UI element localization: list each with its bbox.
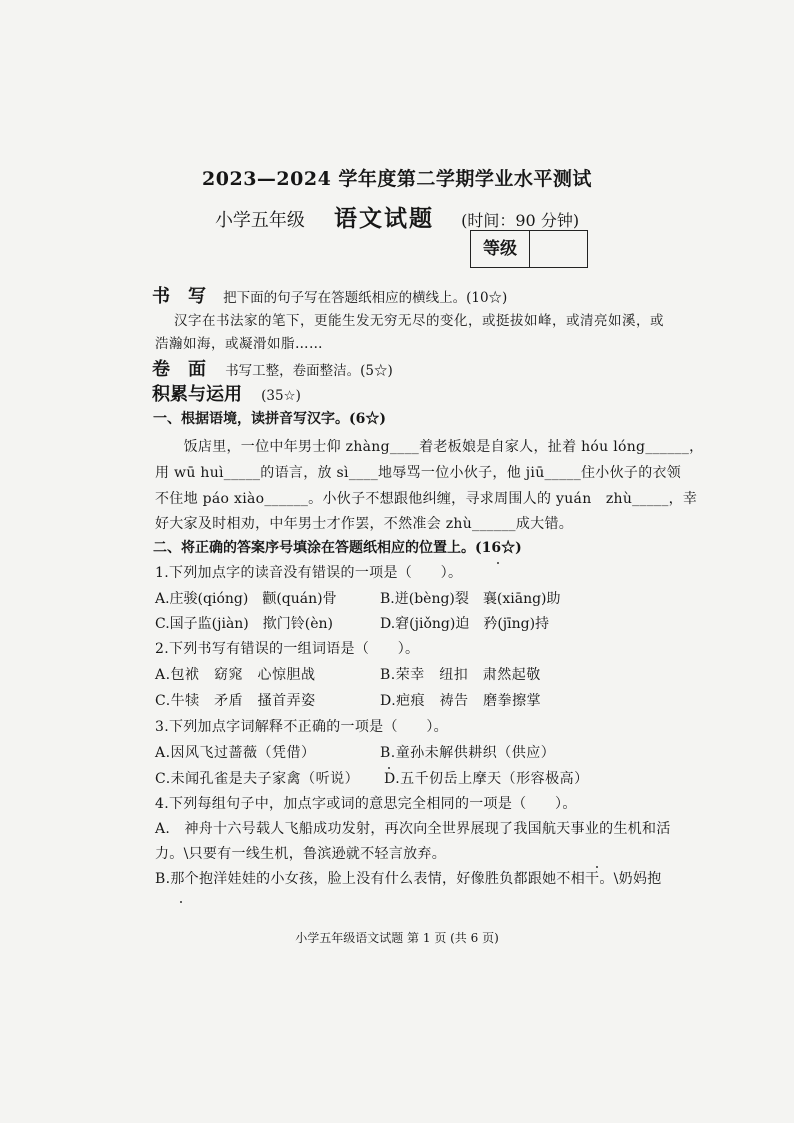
part1-heading: 一、根据语境，读拼音写汉字。(6☆) <box>153 411 386 427</box>
accumulation-section <box>152 380 301 406</box>
scan-speck <box>596 866 598 868</box>
q1-option-a[interactable]: A.庄骏(qióng) 颧(quán)骨 <box>155 591 337 607</box>
q4-stem: 4.下列每组句子中，加点字或词的意思完全相同的一项是（ ）。 <box>155 796 577 812</box>
writing-text-line-1: 汉字在书法家的笔下，更能生发无穷无尽的变化，或挺拔如峰，或清亮如溪，或 <box>174 313 664 329</box>
accumulation-heading: 积累与运用 <box>152 384 242 405</box>
q2-stem: 2.下列书写有错误的一组词语是（ ）。 <box>155 641 420 657</box>
part1-line-1: 饭店里，一位中年男士仰 zhàng____着老板娘是自家人，扯着 hóu lóng______， <box>155 439 704 455</box>
scan-speck <box>180 901 182 903</box>
subject-label: 语文试题 <box>334 205 435 232</box>
q1-stem: 1.下列加点字的读音没有错误的一项是（ ）。 <box>155 565 463 581</box>
q1-option-c[interactable]: C.国子监(jiàn) 揿门铃(èn) <box>155 616 333 632</box>
q1-option-b[interactable]: B.迸(bèng)裂 襄(xiāng)助 <box>380 591 561 607</box>
part1-line-2: 用 wū huì_____的语言，放 sì____地辱骂一位小伙子，他 jiū_____住小伙子的衣领 <box>155 465 682 481</box>
writing-section <box>152 282 507 308</box>
q3-option-b[interactable]: B.童孙未解供耕织（供应） <box>380 745 556 761</box>
q3-stem: 3.下列加点字词解释不正确的一项是（ ）。 <box>155 719 448 735</box>
q2-option-d[interactable]: D.疤痕 祷告 磨拳擦掌 <box>380 693 542 709</box>
part1-line-4: 好大家及时相劝，中年男士才作罢，不然准会 zhù______成大错。 <box>155 516 574 532</box>
writing-instruction: 把下面的句子写在答题纸相应的横线上。(10☆) <box>223 290 508 306</box>
grade-label: 小学五年级 <box>214 210 305 231</box>
accumulation-score: (35☆) <box>261 388 301 404</box>
q3-option-a[interactable]: A.因风飞过蔷薇（凭借） <box>155 745 316 761</box>
part1-line-3: 不住地 páo xiào______。小伙子不想跟他纠缠，寻求周围人的 yuán zhù_____，幸 <box>155 491 698 507</box>
grade-box-cell[interactable] <box>530 231 587 267</box>
q2-option-a[interactable]: A.包袱 窈窕 心惊胆战 <box>155 667 316 683</box>
neatness-section <box>152 355 393 381</box>
neatness-instruction: 书写工整，卷面整洁。(5☆) <box>225 363 393 379</box>
q3-option-c[interactable]: C.未闻孔雀是夫子家禽（听说） <box>155 771 360 787</box>
q3-option-d[interactable]: D.五千仞岳上摩天（形容极高） <box>384 771 589 787</box>
exam-title: 2023—2024 学年度第二学期学业水平测试 <box>202 168 592 190</box>
q4-option-a-line-1[interactable]: A. 神舟十六号载人飞船成功发射，再次向全世界展现了我国航天事业的生机和活 <box>155 821 671 837</box>
q2-option-b[interactable]: B.荣幸 纽扣 肃然起敬 <box>380 667 541 683</box>
scan-speck <box>388 767 390 769</box>
page-footer: 小学五年级语文试题 第 1 页 (共 6 页) <box>295 931 499 945</box>
part2-heading: 二、将正确的答案序号填涂在答题纸相应的位置上。(16☆) <box>153 540 522 556</box>
neatness-heading: 卷 面 <box>152 359 206 380</box>
q2-option-c[interactable]: C.牛犊 矛盾 搔首弄姿 <box>155 693 316 709</box>
exam-subtitle <box>0 200 794 233</box>
q4-option-a-line-2[interactable]: 力。\只要有一线生机，鲁滨逊就不轻言放弃。 <box>155 846 447 862</box>
grade-box-label: 等级 <box>471 231 530 267</box>
time-label: (时间：90 分钟) <box>461 211 580 230</box>
writing-text-line-2: 浩瀚如海，或凝滑如脂…… <box>155 336 323 352</box>
scan-speck <box>497 562 499 564</box>
q1-option-d[interactable]: D.窘(jiǒng)迫 矜(jīng)持 <box>380 616 550 632</box>
q4-option-b-line-1[interactable]: B.那个抱洋娃娃的小女孩，脸上没有什么表情，好像胜负都跟她不相干。\奶妈抱 <box>155 871 662 887</box>
grade-box <box>470 230 588 268</box>
writing-heading: 书 写 <box>152 286 206 307</box>
